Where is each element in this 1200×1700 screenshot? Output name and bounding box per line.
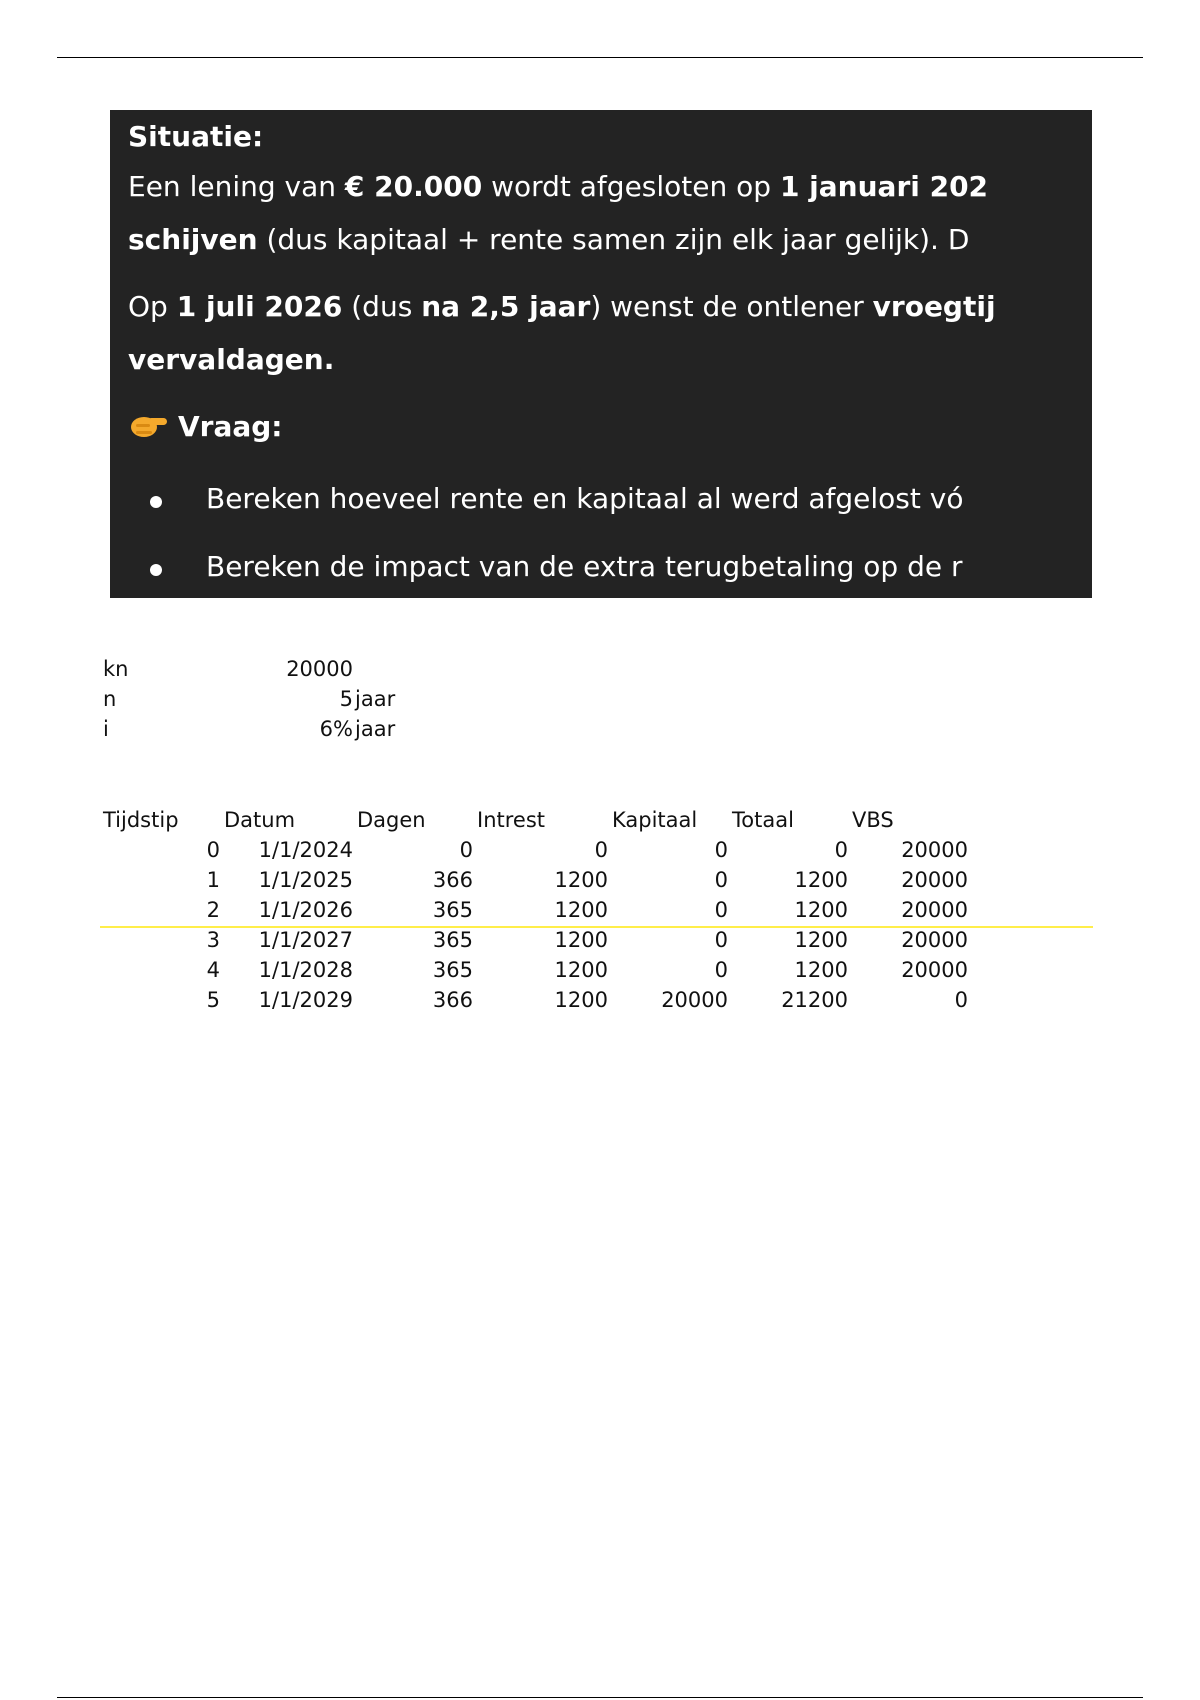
header-kapitaal: Kapitaal: [612, 808, 698, 832]
cell-intrest: 1200: [554, 868, 608, 892]
question-bullet-2: Bereken de impact van de extra terugbetaling op de r: [206, 550, 963, 583]
situation-screenshot: [110, 110, 1092, 598]
cell-kapitaal: 0: [714, 838, 728, 862]
header-vbs: VBS: [852, 808, 894, 832]
cell-intrest: 1200: [554, 958, 608, 982]
cell-totaal: 1200: [794, 898, 848, 922]
cell-tijdstip: 2: [206, 898, 220, 922]
situation-para1-line1: Een lening van € 20.000 wordt afgesloten op 1 januari 202: [128, 170, 989, 203]
question-bullet-1: Bereken hoeveel rente en kapitaal al werd afgelost vó: [206, 482, 964, 515]
cell-totaal: 21200: [781, 988, 848, 1012]
cell-kapitaal: 0: [714, 928, 728, 952]
param-label-kn: kn: [103, 657, 129, 681]
cell-tijdstip: 5: [206, 988, 220, 1012]
cell-intrest: 1200: [554, 928, 608, 952]
param-unit-n: jaar: [355, 687, 396, 711]
header-intrest: Intrest: [477, 808, 546, 832]
cell-datum: 1/1/2029: [258, 988, 353, 1012]
cell-kapitaal: 0: [714, 898, 728, 922]
cell-vbs: 20000: [901, 958, 968, 982]
cell-totaal: 1200: [794, 868, 848, 892]
cell-totaal: 0: [834, 838, 848, 862]
cell-dagen: 365: [432, 958, 473, 982]
header-totaal: Totaal: [732, 808, 794, 832]
situation-para1-line2: schijven (dus kapitaal + rente samen zijn elk jaar gelijk). D: [128, 223, 970, 256]
cell-vbs: 20000: [901, 928, 968, 952]
cell-intrest: 0: [594, 838, 608, 862]
header-dagen: Dagen: [357, 808, 426, 832]
param-value-kn: 20000: [286, 657, 353, 681]
question-heading: Vraag:: [128, 410, 283, 443]
cell-tijdstip: 1: [206, 868, 220, 892]
bullet-dot: [150, 564, 162, 576]
situation-para2-line1: Op 1 juli 2026 (dus na 2,5 jaar) wenst de ontlener vroegtij: [128, 290, 996, 323]
cell-vbs: 20000: [901, 838, 968, 862]
pointing-hand-icon: [128, 410, 168, 440]
cell-totaal: 1200: [794, 958, 848, 982]
cell-vbs: 0: [954, 988, 968, 1012]
cell-tijdstip: 4: [206, 958, 220, 982]
cell-dagen: 0: [459, 838, 473, 862]
cell-intrest: 1200: [554, 898, 608, 922]
cell-datum: 1/1/2026: [258, 898, 353, 922]
header-rule: [57, 57, 1143, 58]
cell-intrest: 1200: [554, 988, 608, 1012]
bullet-dot: [150, 496, 162, 508]
cell-datum: 1/1/2028: [258, 958, 353, 982]
cell-totaal: 1200: [794, 928, 848, 952]
param-label-i: i: [103, 717, 109, 741]
footer-rule: [57, 1697, 1143, 1698]
cell-dagen: 366: [432, 988, 473, 1012]
cell-dagen: 365: [432, 898, 473, 922]
situation-heading: Situatie:: [128, 120, 264, 153]
header-tijdstip: Tijdstip: [103, 808, 179, 832]
param-value-i: 6%: [319, 717, 353, 741]
situation-para2-line2: vervaldagen.: [128, 343, 335, 376]
param-label-n: n: [103, 687, 117, 711]
cell-tijdstip: 0: [206, 838, 220, 862]
param-value-n: 5: [339, 687, 353, 711]
header-datum: Datum: [224, 808, 296, 832]
cell-kapitaal: 0: [714, 958, 728, 982]
cell-dagen: 365: [432, 928, 473, 952]
highlight-line: [100, 926, 1093, 928]
cell-kapitaal: 20000: [661, 988, 728, 1012]
cell-vbs: 20000: [901, 868, 968, 892]
cell-datum: 1/1/2025: [258, 868, 353, 892]
cell-datum: 1/1/2027: [258, 928, 353, 952]
cell-tijdstip: 3: [206, 928, 220, 952]
cell-kapitaal: 0: [714, 868, 728, 892]
cell-dagen: 366: [432, 868, 473, 892]
cell-vbs: 20000: [901, 898, 968, 922]
cell-datum: 1/1/2024: [258, 838, 353, 862]
param-unit-i: jaar: [355, 717, 396, 741]
